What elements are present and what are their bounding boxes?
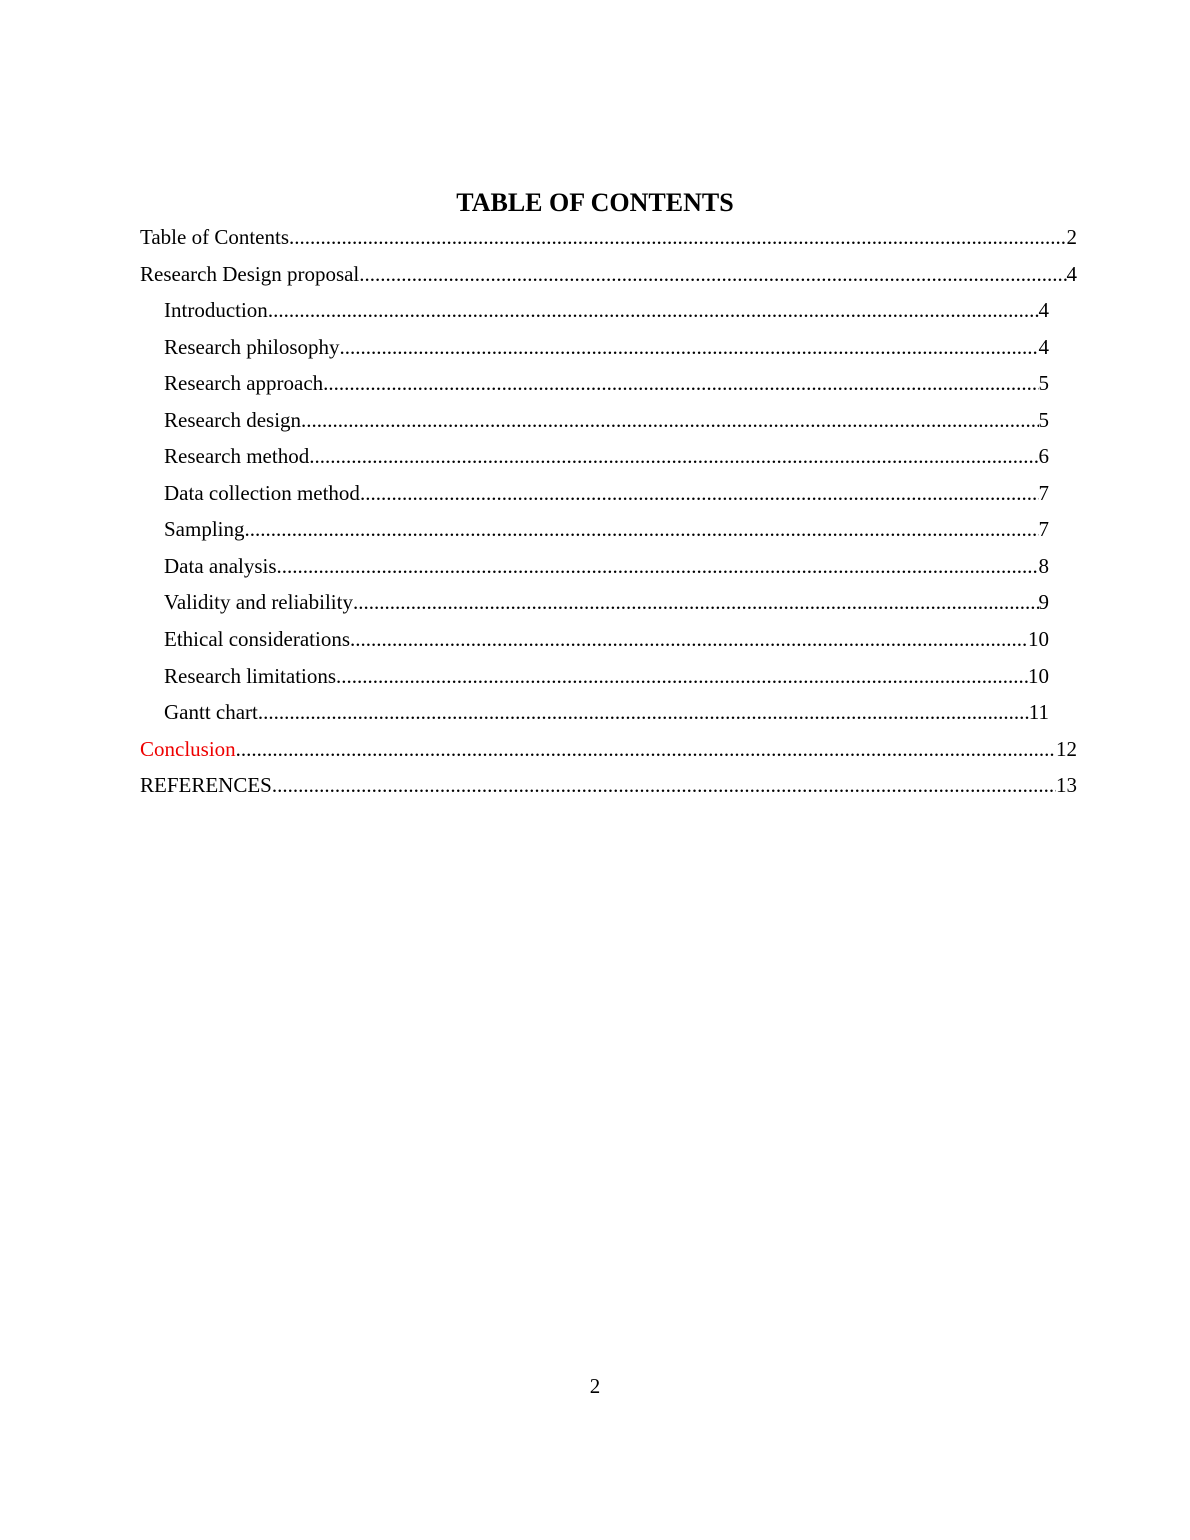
toc-dot-leader — [350, 625, 1028, 653]
toc-page-number: 4 — [1038, 298, 1049, 322]
toc-page-number: 11 — [1028, 700, 1049, 724]
toc-entry-label: Research limitations — [164, 664, 337, 688]
toc-entry-label: Table of Contents — [140, 225, 289, 249]
toc-entry-label: Ethical considerations — [164, 627, 351, 651]
toc-page-number: 4 — [1066, 262, 1077, 286]
toc-entry-label: Research design — [164, 408, 302, 432]
toc-dot-leader — [245, 515, 1039, 543]
toc-dot-leader — [323, 369, 1038, 397]
toc-page-number: 8 — [1038, 554, 1049, 578]
toc-dot-leader — [236, 735, 1056, 763]
page-title: TABLE OF CONTENTS — [456, 188, 734, 217]
toc-entry-research-approach[interactable] — [164, 369, 1049, 397]
toc-dot-leader — [277, 552, 1039, 580]
toc-entry-label: REFERENCES — [140, 773, 272, 797]
toc-entry-label: Sampling — [164, 517, 245, 541]
toc-page-number: 7 — [1038, 517, 1049, 541]
toc-entry-label: Conclusion — [140, 737, 236, 761]
toc-entry-references[interactable] — [140, 771, 1077, 799]
toc-entry-research-limitations[interactable] — [164, 662, 1049, 690]
toc-entry-data-analysis[interactable] — [164, 552, 1049, 580]
toc-entry-label: Validity and reliability — [164, 590, 353, 614]
toc-page-number: 5 — [1038, 408, 1049, 432]
page-number: 2 — [589, 1374, 601, 1398]
toc-page-number: 10 — [1028, 664, 1049, 688]
toc-entry-label: Data collection method — [164, 481, 360, 505]
toc-page-number: 10 — [1028, 627, 1049, 651]
toc-dot-leader — [272, 771, 1056, 799]
toc-page-number: 2 — [1066, 225, 1077, 249]
toc-entry-research-design-proposal[interactable] — [140, 260, 1077, 288]
toc-dot-leader — [289, 223, 1067, 251]
toc-entry-label: Research Design proposal — [140, 262, 360, 286]
toc-page-number: 7 — [1038, 481, 1049, 505]
toc-dot-leader — [268, 296, 1039, 324]
toc-dot-leader — [359, 260, 1066, 288]
toc-dot-leader — [360, 479, 1039, 507]
toc-entry-label: Research method — [164, 444, 310, 468]
toc-entry-label: Introduction — [164, 298, 268, 322]
toc-dot-leader — [301, 406, 1038, 434]
toc-page-number: 12 — [1056, 737, 1077, 761]
toc-page-number: 9 — [1038, 590, 1049, 614]
toc-dot-leader — [353, 588, 1039, 616]
toc-page-number: 13 — [1056, 773, 1077, 797]
toc-entry-introduction[interactable] — [164, 296, 1049, 324]
toc-entry-data-collection-method[interactable] — [164, 479, 1049, 507]
toc-dot-leader — [309, 442, 1038, 470]
toc-page-number: 6 — [1038, 444, 1049, 468]
toc-entry-label: Research approach — [164, 371, 324, 395]
toc-page-number: 5 — [1038, 371, 1049, 395]
toc-dot-leader — [336, 662, 1028, 690]
toc-entry-sampling[interactable] — [164, 515, 1049, 543]
toc-entry-conclusion[interactable] — [140, 735, 1077, 763]
toc-dot-leader — [258, 698, 1029, 726]
toc-entry-table-of-contents[interactable] — [140, 223, 1077, 251]
toc-entry-research-philosophy[interactable] — [164, 333, 1049, 361]
toc-page-number: 4 — [1038, 335, 1049, 359]
toc-entry-label: Research philosophy — [164, 335, 340, 359]
toc-dot-leader — [340, 333, 1039, 361]
toc-entry-gantt-chart[interactable] — [164, 698, 1049, 726]
toc-entry-label: Data analysis — [164, 554, 277, 578]
toc-entry-validity-and-reliability[interactable] — [164, 588, 1049, 616]
toc-entry-research-method[interactable] — [164, 442, 1049, 470]
toc-entry-research-design[interactable] — [164, 406, 1049, 434]
toc-entry-label: Gantt chart — [164, 700, 258, 724]
toc-entry-ethical-considerations[interactable] — [164, 625, 1049, 653]
